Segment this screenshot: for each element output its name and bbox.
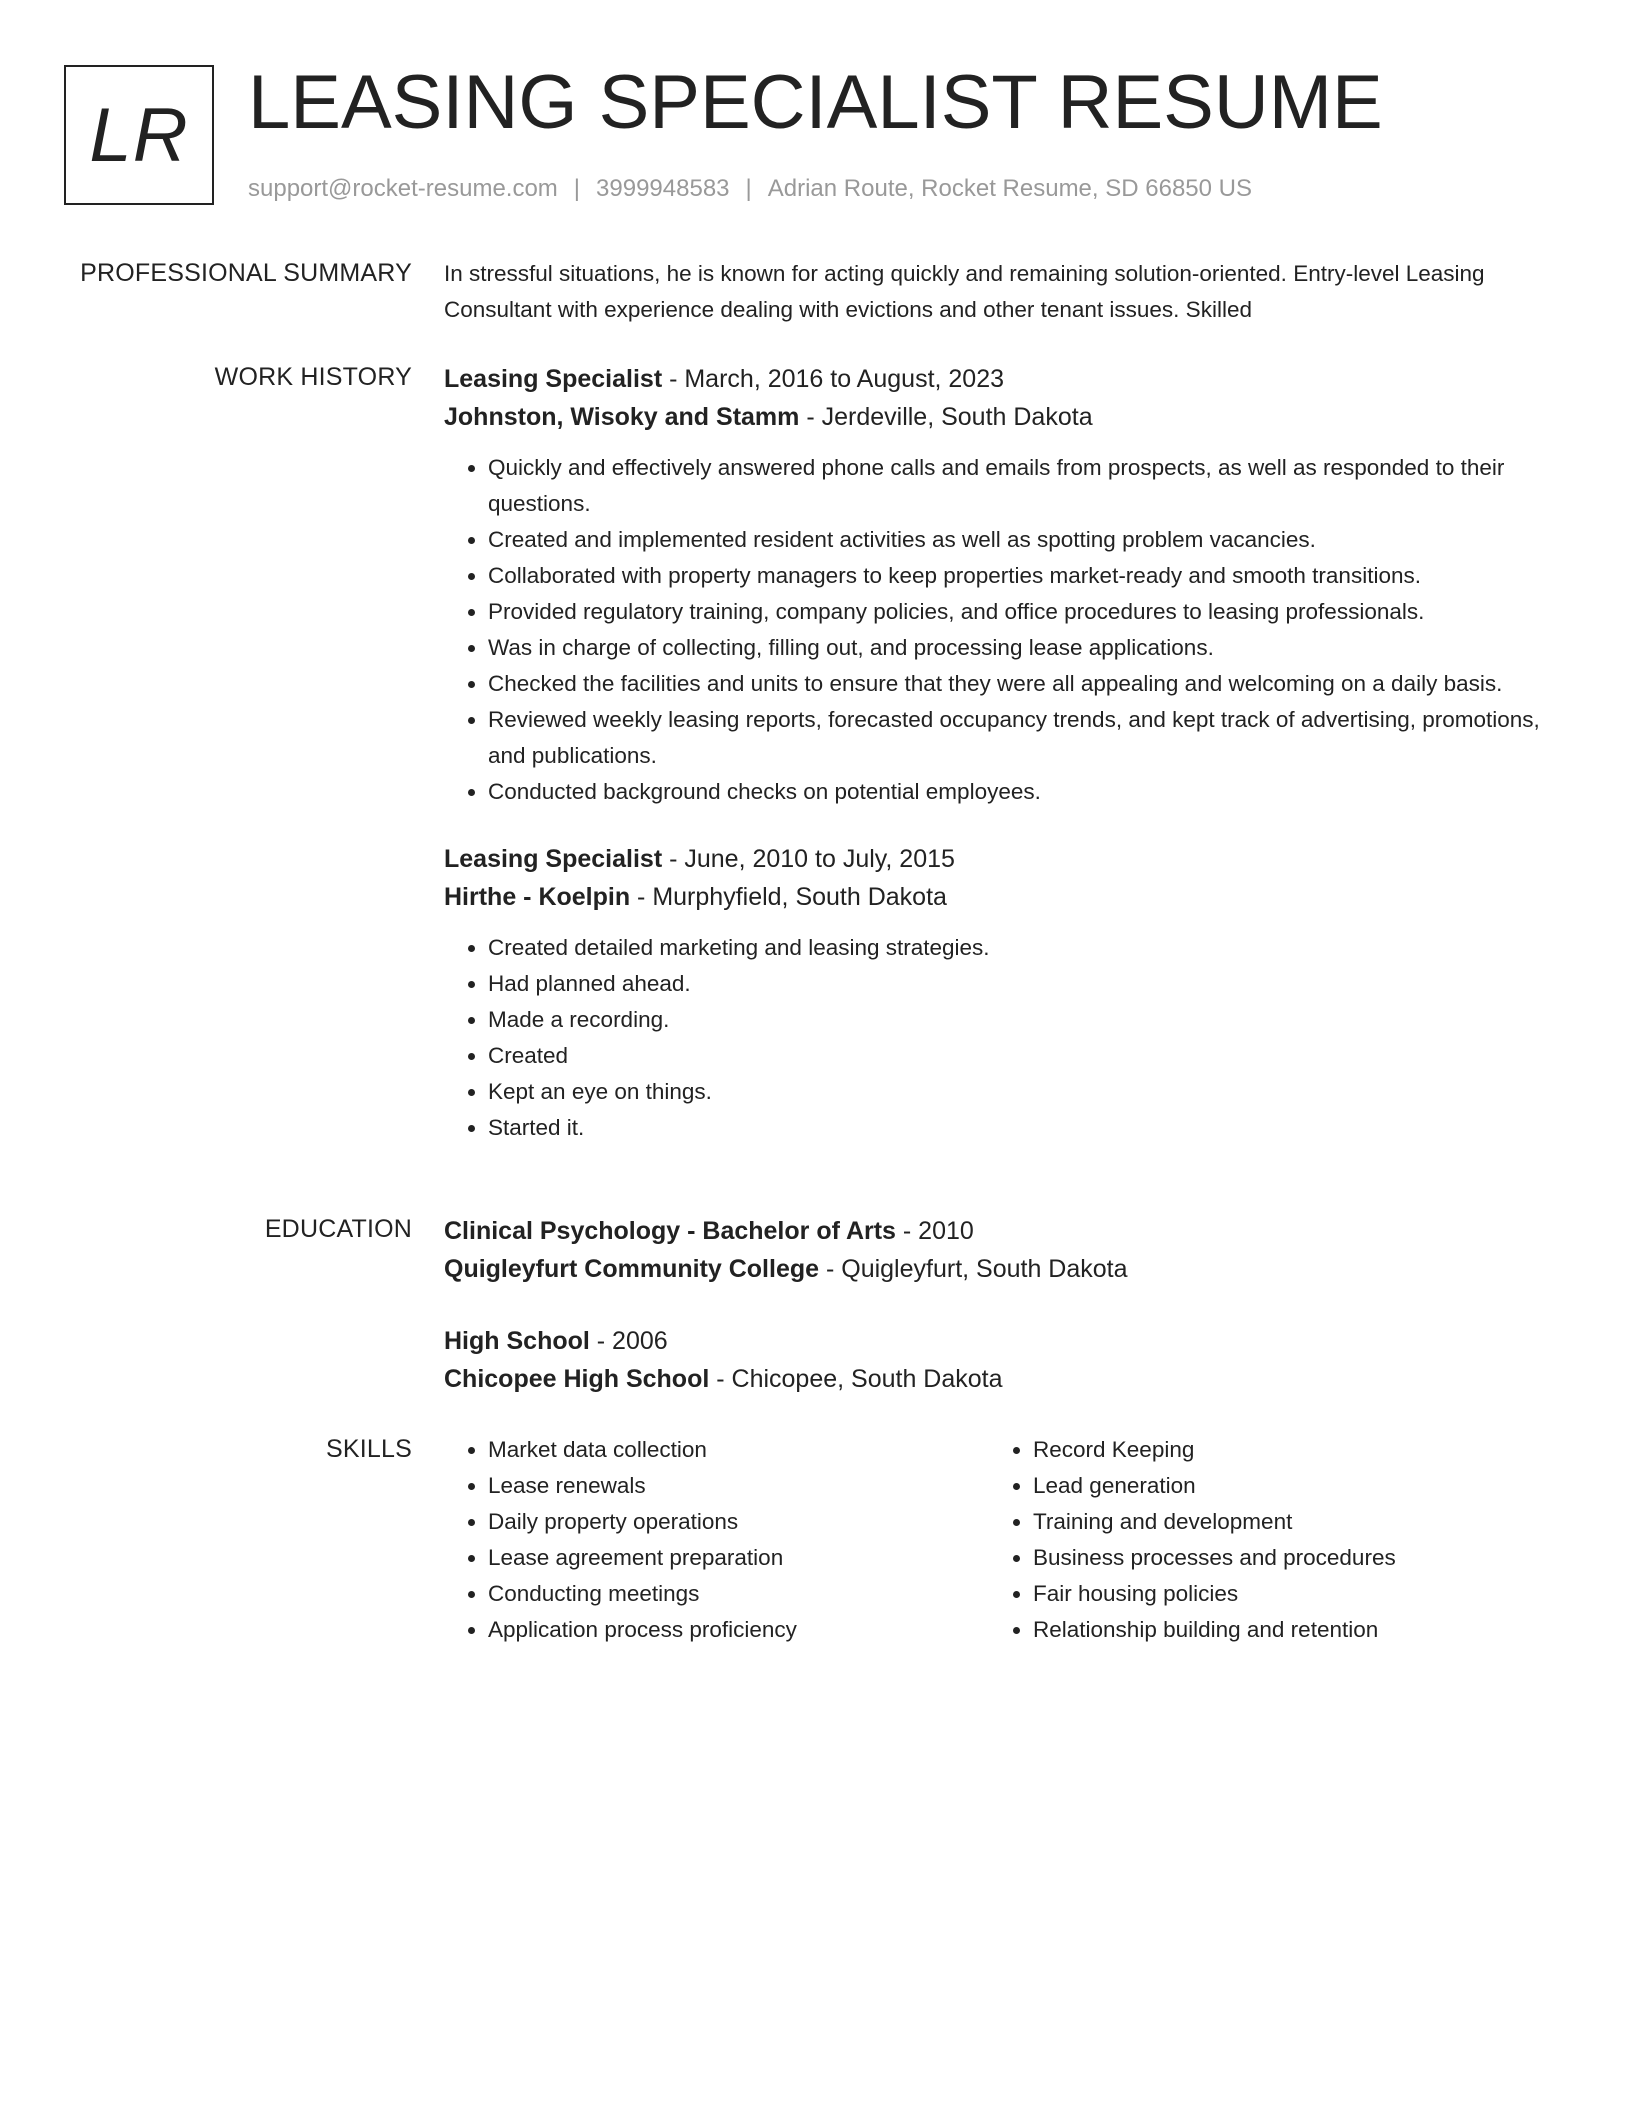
school-line xyxy=(444,1250,1554,1288)
skill-item: • Conducting meetings xyxy=(488,1576,989,1612)
education-entry xyxy=(444,1322,1554,1398)
work-history-label: WORK HISTORY xyxy=(214,363,412,391)
list-item: • Reviewed weekly leasing reports, forecasted occupancy trends, and kept track of advertising, promotions, and publications. xyxy=(488,702,1554,774)
degree-year: - 2010 xyxy=(895,1217,974,1245)
skills-column-right xyxy=(989,1432,1534,1648)
skills-body xyxy=(444,1432,1554,1648)
degree-line xyxy=(444,1212,1554,1250)
skill-item: • Lease agreement preparation xyxy=(488,1540,989,1576)
school: Chicopee High School xyxy=(444,1365,710,1393)
skills-list xyxy=(989,1432,1534,1648)
list-item: • Made a recording. xyxy=(488,1002,1554,1038)
education-label: EDUCATION xyxy=(264,1215,412,1243)
list-item: • Quickly and effectively answered phone calls and emails from prospects, as well as responded to their questions. xyxy=(488,450,1554,522)
work-history-body xyxy=(444,360,1554,1146)
summary-label: PROFESSIONAL SUMMARY xyxy=(80,259,412,287)
list-item: • Started it. xyxy=(488,1110,1554,1146)
school-location: - Quigleyfurt, South Dakota xyxy=(819,1255,1128,1283)
skill-item: • Market data collection xyxy=(488,1432,989,1468)
contact-line xyxy=(248,172,1252,206)
contact-separator: | xyxy=(745,175,752,202)
skills-columns xyxy=(444,1432,1554,1648)
job-company-line xyxy=(444,878,1554,916)
degree-line xyxy=(444,1322,1554,1360)
monogram-logo: LR xyxy=(64,65,214,205)
contact-phone: 3999948583 xyxy=(596,175,730,202)
contact-address: Adrian Route, Rocket Resume, SD 66850 US xyxy=(767,175,1252,202)
list-item: • Had planned ahead. xyxy=(488,966,1554,1002)
job-title: Leasing Specialist xyxy=(444,845,663,873)
summary-body xyxy=(444,256,1554,328)
job-bullets xyxy=(444,450,1554,810)
skills-list xyxy=(444,1432,989,1648)
job-dates: - June, 2010 to July, 2015 xyxy=(662,845,955,873)
job-company: Hirthe - Koelpin xyxy=(444,883,631,911)
job-dates: - March, 2016 to August, 2023 xyxy=(662,365,1005,393)
job-title: Leasing Specialist xyxy=(444,365,663,393)
job-entry xyxy=(444,840,1554,1146)
job-title-line xyxy=(444,840,1554,878)
skills-label: SKILLS xyxy=(326,1435,412,1463)
skill-item: • Lead generation xyxy=(1033,1468,1534,1504)
job-location: - Murphyfield, South Dakota xyxy=(630,883,947,911)
skill-item: • Business processes and procedures xyxy=(1033,1540,1534,1576)
job-location: - Jerdeville, South Dakota xyxy=(799,403,1093,431)
job-bullets xyxy=(444,930,1554,1146)
education-body xyxy=(444,1212,1554,1398)
skill-item: • Daily property operations xyxy=(488,1504,989,1540)
skill-item: • Record Keeping xyxy=(1033,1432,1534,1468)
job-company: Johnston, Wisoky and Stamm xyxy=(444,403,800,431)
skill-item: • Training and development xyxy=(1033,1504,1534,1540)
list-item: • Was in charge of collecting, filling out, and processing lease applications. xyxy=(488,630,1554,666)
contact-email: support@rocket-resume.com xyxy=(248,175,558,202)
list-item: • Created xyxy=(488,1038,1554,1074)
degree: Clinical Psychology - Bachelor of Arts xyxy=(444,1217,896,1245)
degree-year: - 2006 xyxy=(589,1327,668,1355)
job-entry xyxy=(444,360,1554,810)
contact-separator: | xyxy=(573,175,581,202)
school: Quigleyfurt Community College xyxy=(444,1255,820,1283)
list-item: • Created detailed marketing and leasing strategies. xyxy=(488,930,1554,966)
page-title: LEASING SPECIALIST RESUME xyxy=(248,60,1383,145)
skills-column-left xyxy=(444,1432,989,1648)
skill-item: • Relationship building and retention xyxy=(1033,1612,1534,1648)
skill-item: • Lease renewals xyxy=(488,1468,989,1504)
list-item: • Kept an eye on things. xyxy=(488,1074,1554,1110)
education-entry xyxy=(444,1212,1554,1288)
list-item: • Created and implemented resident activities as well as spotting problem vacancies. xyxy=(488,522,1554,558)
skill-item: • Fair housing policies xyxy=(1033,1576,1534,1612)
list-item: • Checked the facilities and units to ensure that they were all appealing and welcoming on a daily basis. xyxy=(488,666,1554,702)
school-line xyxy=(444,1360,1554,1398)
job-title-line xyxy=(444,360,1554,398)
degree: High School xyxy=(444,1327,590,1355)
job-company-line xyxy=(444,398,1554,436)
skill-item: • Application process proficiency xyxy=(488,1612,989,1648)
summary-text: In stressful situations, he is known for acting quickly and remaining solution-oriented. Entry-level Leasing Consultant with experience dealing with evictions and other tenant issues. Skilled xyxy=(444,261,1485,322)
list-item: • Provided regulatory training, company policies, and office procedures to leasing professionals. xyxy=(488,594,1554,630)
list-item: • Conducted background checks on potential employees. xyxy=(488,774,1554,810)
list-item: • Collaborated with property managers to keep properties market-ready and smooth transitions. xyxy=(488,558,1554,594)
school-location: - Chicopee, South Dakota xyxy=(709,1365,1003,1393)
